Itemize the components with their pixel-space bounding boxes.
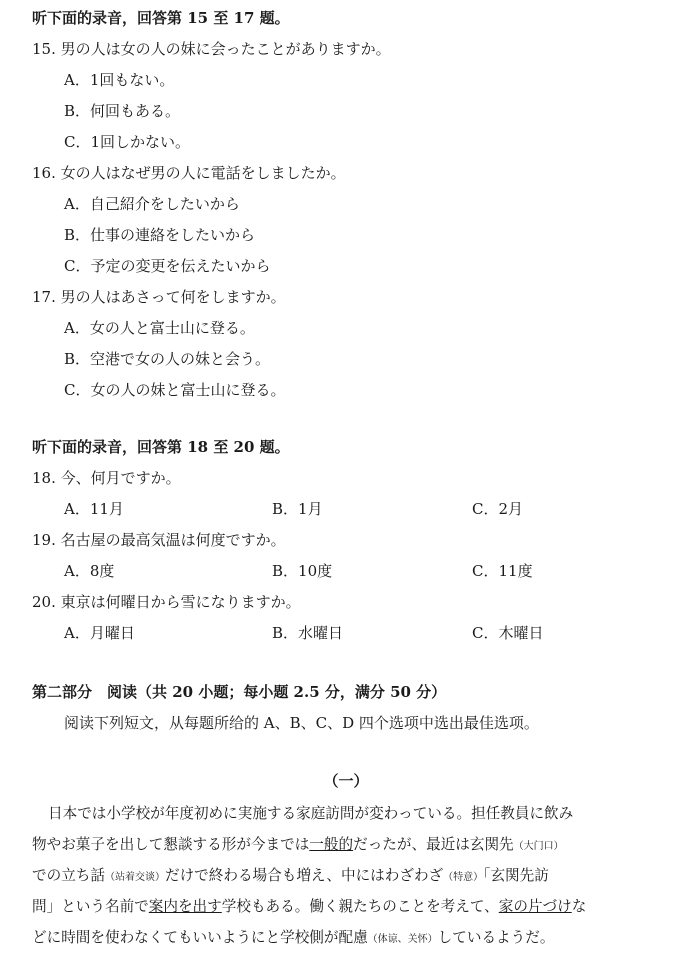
question-17: 17. 男の人はあさって何をしますか。 bbox=[32, 288, 286, 306]
option-20-c: C．木曜日 bbox=[472, 624, 544, 642]
annotation-wazawaza: （特意） bbox=[443, 872, 484, 883]
option-15-b: B．何回もある。 bbox=[64, 102, 181, 120]
question-20: 20. 東京は何曜日から雪になりますか。 bbox=[32, 593, 301, 611]
passage-line-4: 問」という名前で案内を出す学校もある。働く親たちのことを考えて、家の片づけな bbox=[32, 898, 587, 915]
option-16-b: B．仕事の連絡をしたいから bbox=[64, 226, 256, 244]
passage-line-3: での立ち話（站着交谈）だけで終わる場合も増え、中にはわざわざ（特意）「玄関先訪 bbox=[32, 867, 549, 884]
reading-instruction: 阅读下列短文，从每题所给的 A、B、C、D 四个选项中选出最佳选项。 bbox=[64, 714, 539, 732]
question-19: 19. 名古屋の最高気温は何度ですか。 bbox=[32, 531, 286, 549]
option-15-a: A．1回もない。 bbox=[64, 71, 175, 89]
option-18-a: A．11月 bbox=[64, 500, 124, 518]
annotation-tachibanashi: （站着交谈） bbox=[104, 872, 165, 883]
question-16: 16. 女の人はなぜ男の人に電話をしましたか。 bbox=[32, 164, 346, 182]
option-20-b: B．水曜日 bbox=[272, 624, 344, 642]
passage-line-1: 日本では小学校が年度初めに実施する家庭訪問が変わっている。担任教員に飲み bbox=[48, 805, 574, 822]
underlined-term-ippanteki: 一般的 bbox=[309, 836, 354, 853]
passage-line-5: どに時間を使わなくてもいいようにと学校側が配慮（体谅、关怀）しているようだ。 bbox=[32, 929, 555, 946]
section-header-15-17: 听下面的录音，回答第 15 至 17 题。 bbox=[32, 9, 290, 27]
underlined-term-katazuke: 家の片づけ bbox=[498, 898, 572, 915]
option-17-b: B．空港で女の人の妹と会う。 bbox=[64, 350, 271, 368]
option-17-a: A．女の人と富士山に登る。 bbox=[64, 319, 255, 337]
section-header-18-20: 听下面的录音，回答第 18 至 20 题。 bbox=[32, 438, 290, 456]
option-19-b: B．10度 bbox=[272, 562, 333, 580]
option-19-c: C．11度 bbox=[472, 562, 533, 580]
option-15-c: C．1回しかない。 bbox=[64, 133, 191, 151]
question-18: 18. 今、何月ですか。 bbox=[32, 469, 181, 487]
options-row-20 bbox=[0, 623, 692, 643]
reading-section-title: 第二部分 阅读（共 20 小题；每小题 2.5 分，满分 50 分） bbox=[32, 683, 447, 701]
annotation-hairyo: （体谅、关怀） bbox=[367, 934, 438, 945]
underlined-term-annai: 案内を出す bbox=[148, 898, 222, 915]
option-17-c: C．女の人の妹と富士山に登る。 bbox=[64, 381, 286, 399]
passage-number: （一） bbox=[323, 772, 369, 790]
passage-line-2: 物やお菓子を出して懇談する形が今までは一般的だったが、最近は玄関先（大门口） bbox=[32, 836, 564, 853]
option-18-b: B．1月 bbox=[272, 500, 323, 518]
annotation-genkansaki: （大门口） bbox=[513, 841, 564, 852]
options-row-19 bbox=[0, 561, 692, 581]
option-19-a: A．8度 bbox=[64, 562, 115, 580]
options-row-18 bbox=[0, 499, 692, 519]
question-15: 15. 男の人は女の人の妹に会ったことがありますか。 bbox=[32, 40, 391, 58]
option-20-a: A．月曜日 bbox=[64, 624, 135, 642]
option-16-a: A．自己紹介をしたいから bbox=[64, 195, 240, 213]
option-18-c: C．2月 bbox=[472, 500, 524, 518]
option-16-c: C．予定の変更を伝えたいから bbox=[64, 257, 271, 275]
